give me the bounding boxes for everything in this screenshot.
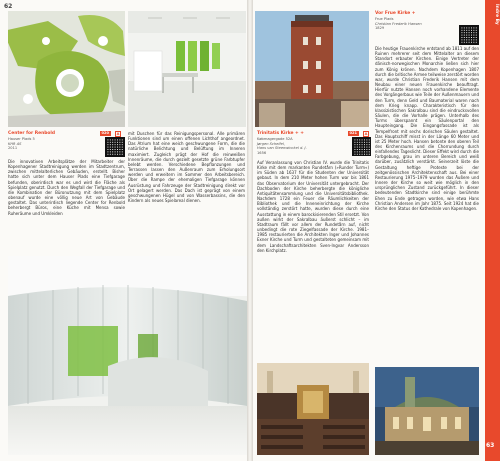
- qr-code-icon[interactable]: [105, 137, 125, 157]
- section-side-tab-label: Indre By: [494, 4, 499, 25]
- section-side-tab: [485, 0, 500, 461]
- entry-021-architect-2: Hans van Steenwinckel d. J.: [257, 146, 307, 151]
- entry-020-title: Center for Renbold: [8, 131, 56, 136]
- entry-vor-frue-address: Frue Plads: [375, 17, 394, 21]
- left-page-number: 62: [4, 3, 13, 10]
- round-tower-drawing: [255, 11, 369, 127]
- aerial-plan-drawing: [8, 11, 125, 127]
- entry-021-year: 1656: [257, 150, 267, 155]
- entry-020-text-part2: mit Duschen für das Reinigungspersonal. Alle primären Funktionen sind um einen offenen Lichthof angeordnet. Das Atrium hat eine weich geschwungene Form, die die natürliche Belichtung und Belüftung im Inneren maximiert. Zugleich prägt der Hof die reinweißen Innenräume, die durch gezielt gesetzte grüne Farbtupfer belebt werden. Verschiedene Bepflanzungen und Terrassen lassen den Außenraum zum Erholungsort werden und erweitern im Sommer den Arbeitsbereich. Über die Rampe der ehemaligen Tiefgarage können Ausrüstung und Fahrzeuge der Stadtreinigung direkt vor Ort gelagert werden. Das Dach ist geprägt von einem geschwungenen Hügel und von Wasserbassins, die den Kindern als neues Spielareal dienen.: [128, 131, 245, 204]
- interior-office-drawing: [128, 11, 246, 127]
- round-tower-image: [255, 11, 369, 127]
- curved-glass-lobby-drawing: [8, 256, 247, 455]
- entry-vor-frue-meta: [375, 17, 455, 31]
- church-interior-image: [257, 363, 369, 455]
- entry-vor-frue-architect: Christian Frederik Hansen: [375, 21, 422, 26]
- entry-021-text: Auf Veranlassung von Christian IV. wurde die Trinitatis Kirke mit dem markanten Rundetårn (»Runder Turm«) im Süden ab 1637 für die Studenten der Universität gebaut. In dem 210 Meter hohen Turm war bis 1861 das Observatorium der Universität untergebracht. Der Dachboden der Kirche beherbergte die königliche Antiquitätensammlung und die Universitätsbibliothek. Nachdem 1728 ein Feuer die Räumlichkeiten der Bibliothek und die Inneneinrichtung der Kirche vollständig zerstört hatte, wurden diese durch eine Ausstattung in einem barockisierenden Stil ersetzt. Von außen wirkt der Sakralbau äußerst schlicht – im Stadtraum fällt vor allem der Rundetårn auf, nicht unbedingt die rote Ziegelfassade der Kirche. 1981–1985 restaurierten die Architekten Inger und Johannes Exner Kirche und Turm und gestalteten gemeinsam mit dem Landschaftsarchitekten Sven-Ingvar Andersson den Kirchplatz.: [257, 160, 369, 253]
- aerial-site-plan-image: [8, 11, 125, 127]
- entry-020-category-badge: A: [116, 132, 120, 136]
- curved-glass-lobby-image: [8, 256, 247, 455]
- entry-vor-frue-text: Die heutige Frauenkirche entstand ab 1811 auf den Ruinen mehrerer seit dem Mittelalter an diesem Standort erbauter Kirchen. Einige Vertreter der dänisch-norwegischen Monarchie ließen sich hier zum König krönen. Nachdem Kopenhagen 1807 durch die britische Armee teilweise zerstört worden war, wurde Christian Frederik Hansen mit dem Neubau einer neuen Frauenkirche beauftragt. Hierfür nutzte Hansen noch vorhandene Elemente des Vorgängerbaus wie Teile der Außenmauern und den Turm, denn Geld und Baumaterial waren nach dem Krieg knapp. Charakteristisch für den klassizistischen Sakralbau sind die eindrucksvollen Säulen, die die Vorhalle prägen. Unterhalb des Turms überspannt ein Säulenportal den Haupteingang. Die Eingangsfassade ist als Tempelfront mit sechs dorischen Säulen gestaltet. Das Hauptschiff misst in der Länge 60 Meter und ist 25 Meter hoch. Hansen betonte den oberen Teil des Kirchenraums und die Chorrundung durch einfallendes Tageslicht. Dieser Effekt wird durch die Farbgebung, grau im unteren Bereich und weiß darüber, zusätzlich verstärkt. Seinerzeit löste die Gestaltung heftige Proteste bei der zeitgenössischen Architektenschaft aus. Bei einer Restaurierung 1975–1979 wurden das Äußere und Innere der Kirche so weit wie möglich in den ursprünglichen Zustand zurückgeführt. In dieser bedeutenden Stadtkirche sind einige berühmte Ehen zu Ende getragen worden, wie etwa Hans Christian Andersen im Jahr 1875. Seit 1924 hat die Kirche den Status der Kathedrale von Kopenhagen.: [375, 46, 479, 211]
- cathedral-exterior-image: [375, 367, 479, 455]
- book-gutter: [247, 0, 253, 461]
- church-interior-drawing: [257, 363, 369, 455]
- entry-020-meta: [8, 137, 88, 151]
- entry-020-address: Hauser Plads 5: [8, 137, 35, 141]
- entry-vor-frue-title: Vor Frue Kirke +: [375, 11, 416, 16]
- entry-021-number-badge: 021: [349, 131, 358, 135]
- entry-020-text-part1: Die innovativen Arbeitsplätze der Mitarbeiter der Kopenhagener Stadtreinigung werden im Stadtzentrum, zwischen mittelalterlichen Gebäuden, erstellt. Bisher hatte sich unter dem Hauser Plads eine Tiefgarage befunden, oberirdisch war es und wird die Fläche als Spielplatz genutzt. Durch den Wegfall der Tiefgarage und die Kombination der Büronutzung mit dem Spielplatz obenauf wurde eine völlig neue Art von Gebäude gestaltet. Das unterirdisch liegende Center for Renbold beherbergt Büros, eine Küche mit Mensa sowie Ruheräume und Umkleiden: [8, 159, 125, 216]
- entry-020-number-badge: 020: [101, 131, 110, 135]
- entry-021-category-badge: A: [364, 132, 368, 136]
- entry-021-meta: [257, 137, 342, 155]
- interior-office-image: [128, 11, 246, 127]
- right-page-number: 63: [486, 442, 495, 449]
- qr-code-icon[interactable]: [352, 137, 371, 156]
- qr-code-icon[interactable]: [459, 25, 479, 45]
- entry-021-title: Trinitatis Kirke + +: [257, 131, 304, 136]
- entry-021-address: Købmagergade 52A: [257, 137, 293, 141]
- entry-020-architect: KHR AS: [8, 141, 22, 146]
- entry-vor-frue-year: 1829: [375, 26, 385, 31]
- cathedral-exterior-drawing: [375, 367, 479, 455]
- entry-020-year: 2011: [8, 146, 18, 151]
- entry-021-architect-1: Jørgen Schelfel,: [257, 141, 286, 146]
